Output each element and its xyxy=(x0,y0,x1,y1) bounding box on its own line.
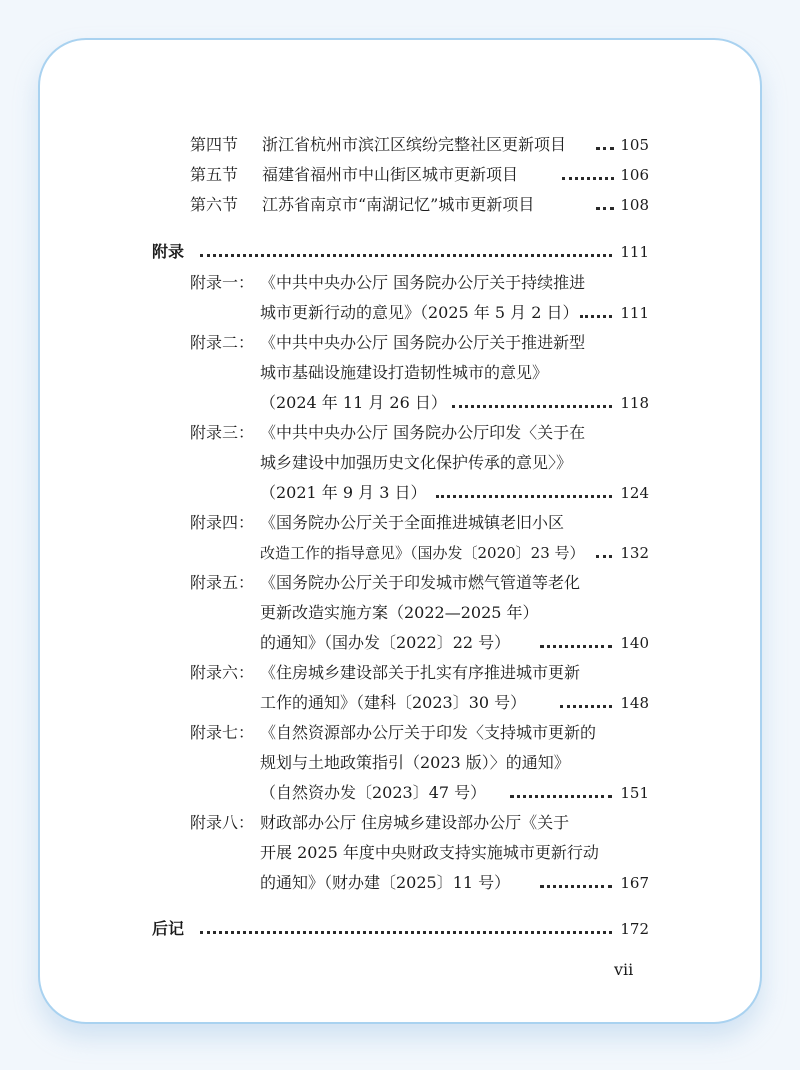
toc-leader xyxy=(596,130,614,160)
toc-postscript-title[interactable]: 后记 xyxy=(152,919,185,938)
appendix-5-title-line[interactable]: 更新改造实施方案（2022—2025 年） xyxy=(260,603,539,622)
appendix-4-label: 附录四： xyxy=(190,513,255,532)
toc-leader xyxy=(562,160,614,190)
toc-leader xyxy=(540,868,612,898)
toc-leader xyxy=(436,478,612,508)
toc-leader xyxy=(200,914,612,944)
page-folio: vii xyxy=(614,960,634,979)
appendix-1-title-line[interactable]: 城市更新行动的意见》（2025 年 5 月 2 日） xyxy=(260,303,579,322)
toc-leader xyxy=(580,298,612,328)
toc-section-5-label: 第五节 xyxy=(190,165,239,184)
toc-leader xyxy=(510,778,612,808)
appendix-7-title-line[interactable]: 《自然资源部办公厅关于印发〈支持城市更新的 xyxy=(260,723,597,742)
toc-appendix-page: 111 xyxy=(620,243,649,261)
appendix-2-page: 118 xyxy=(620,394,649,412)
appendix-6-label: 附录六： xyxy=(190,663,255,682)
appendix-3-page: 124 xyxy=(620,484,649,502)
appendix-8-title-line[interactable]: 的通知》（财办建〔2025〕11 号） xyxy=(260,873,511,892)
appendix-3-label: 附录三： xyxy=(190,423,255,442)
appendix-5-title-line[interactable]: 《国务院办公厅关于印发城市燃气管道等老化 xyxy=(260,573,581,592)
appendix-8-label: 附录八： xyxy=(190,813,255,832)
appendix-2-title-line[interactable]: 《中共中央办公厅 国务院办公厅关于推进新型 xyxy=(260,333,586,352)
appendix-8-page: 167 xyxy=(620,874,649,892)
toc-leader xyxy=(540,628,612,658)
toc-section-4-label: 第四节 xyxy=(190,135,239,154)
appendix-7-label: 附录七： xyxy=(190,723,255,742)
appendix-3-title-line[interactable]: 《中共中央办公厅 国务院办公厅印发〈关于在 xyxy=(260,423,586,442)
appendix-7-title-line[interactable]: （自然资办发〔2023〕47 号） xyxy=(260,783,487,802)
toc-appendix-title[interactable]: 附录 xyxy=(152,242,185,261)
appendix-1-page: 111 xyxy=(620,304,649,322)
toc-section-6-label: 第六节 xyxy=(190,195,239,214)
toc-leader xyxy=(452,388,612,418)
toc-leader xyxy=(200,237,612,267)
appendix-5-page: 140 xyxy=(620,634,649,652)
toc-leader xyxy=(596,190,614,220)
toc-section-4-title[interactable]: 浙江省杭州市滨江区缤纷完整社区更新项目 xyxy=(262,135,567,154)
appendix-3-title-line[interactable]: （2021 年 9 月 3 日） xyxy=(260,483,427,502)
appendix-7-page: 151 xyxy=(620,784,649,802)
appendix-1-label: 附录一： xyxy=(190,273,255,292)
appendix-1-title-line[interactable]: 《中共中央办公厅 国务院办公厅关于持续推进 xyxy=(260,273,586,292)
appendix-4-page: 132 xyxy=(620,544,649,562)
appendix-5-title-line[interactable]: 的通知》（国办发〔2022〕22 号） xyxy=(260,633,511,652)
toc-leader xyxy=(596,538,612,568)
appendix-7-title-line[interactable]: 规划与土地政策指引（2023 版）〉的通知》 xyxy=(260,753,570,772)
appendix-6-title-line[interactable]: 《住房城乡建设部关于扎实有序推进城市更新 xyxy=(260,663,581,682)
toc-section-6-title[interactable]: 江苏省南京市“南湖记忆”城市更新项目 xyxy=(262,195,535,214)
appendix-5-label: 附录五： xyxy=(190,573,255,592)
appendix-4-title-line[interactable]: 改造工作的指导意见》（国办发〔2020〕23 号） xyxy=(260,544,585,562)
appendix-2-label: 附录二： xyxy=(190,333,255,352)
toc-section-4-page: 105 xyxy=(620,136,649,154)
appendix-8-title-line[interactable]: 开展 2025 年度中央财政支持实施城市更新行动 xyxy=(260,843,599,862)
toc-section-5-page: 106 xyxy=(620,166,649,184)
appendix-8-title-line[interactable]: 财政部办公厅 住房城乡建设部办公厅《关于 xyxy=(260,813,570,832)
appendix-2-title-line[interactable]: 城市基础设施建设打造韧性城市的意见》 xyxy=(260,363,549,382)
appendix-4-title-line[interactable]: 《国务院办公厅关于全面推进城镇老旧小区 xyxy=(260,513,565,532)
appendix-2-title-line[interactable]: （2024 年 11 月 26 日） xyxy=(260,393,447,412)
appendix-6-page: 148 xyxy=(620,694,649,712)
toc-postscript-page: 172 xyxy=(620,920,649,938)
toc-section-6-page: 108 xyxy=(620,196,649,214)
toc-leader xyxy=(560,688,612,718)
appendix-3-title-line[interactable]: 城乡建设中加强历史文化保护传承的意见〉》 xyxy=(260,453,573,472)
toc-section-5-title[interactable]: 福建省福州市中山街区城市更新项目 xyxy=(262,165,519,184)
appendix-6-title-line[interactable]: 工作的通知》（建科〔2023〕30 号） xyxy=(260,693,527,712)
